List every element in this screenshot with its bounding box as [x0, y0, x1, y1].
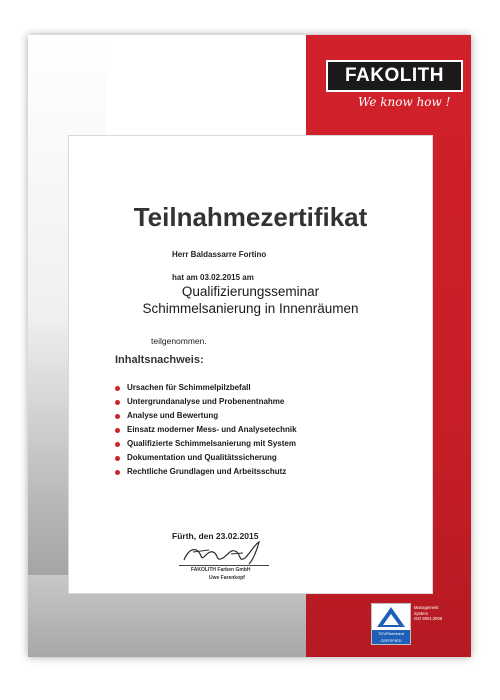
bullet-dot-icon — [115, 456, 120, 461]
brand-slogan: We know how ! — [358, 95, 451, 109]
bullet-dot-icon — [115, 386, 120, 391]
bullet-dot-icon — [115, 414, 120, 419]
logo-text: FAKOLITH — [328, 62, 461, 90]
bullet-dot-icon — [115, 470, 120, 475]
tuv-badge — [371, 603, 411, 645]
list-item: Qualifizierte Schimmelsanierung mit System — [115, 437, 297, 451]
list-item: Dokumentation und Qualitätssicherung — [115, 451, 297, 465]
certificate-panel — [68, 135, 433, 594]
fakolith-logo — [326, 60, 463, 92]
contents-heading: Inhaltsnachweis: — [115, 354, 204, 366]
list-item: Ursachen für Schimmelpilzbefall — [115, 381, 297, 395]
tuv-triangle-icon — [372, 604, 410, 630]
certificate-title: Teilnahmezertifikat — [133, 202, 368, 232]
bullet-dot-icon — [115, 442, 120, 447]
seminar-line-2: Schimmelsanierung in Innenräumen — [142, 301, 359, 316]
contents-list — [115, 381, 297, 479]
participated-text: teilgenommen. — [151, 336, 207, 346]
tuv-label: TÜVRheinland CERTIFIED — [372, 630, 410, 644]
list-item: Analyse und Bewertung — [115, 409, 297, 423]
signature-icon — [179, 538, 269, 568]
place-date: Fürth, den 23.02.2015 — [172, 531, 259, 541]
date-line: hat am 03.02.2015 am — [172, 273, 254, 282]
certification-text: Management System ISO 9001:2008 — [414, 605, 443, 621]
company-name: FAKOLITH Farben GmbH — [191, 567, 251, 573]
seminar-title — [69, 283, 432, 317]
bullet-dot-icon — [115, 428, 120, 433]
bullet-dot-icon — [115, 400, 120, 405]
signatory-name: Uwe Farenkopf — [209, 575, 245, 581]
certification-badge — [371, 603, 459, 645]
list-item: Rechtliche Grundlagen und Arbeitsschutz — [115, 465, 297, 479]
seminar-line-1: Qualifizierungsseminar — [181, 284, 320, 299]
certificate-sheet — [28, 35, 471, 657]
signature-line — [179, 565, 269, 566]
list-item: Einsatz moderner Mess- und Analysetechnik — [115, 423, 297, 437]
recipient-name: Herr Baldassarre Fortino — [172, 250, 267, 259]
list-item: Untergrundanalyse und Probenentnahme — [115, 395, 297, 409]
